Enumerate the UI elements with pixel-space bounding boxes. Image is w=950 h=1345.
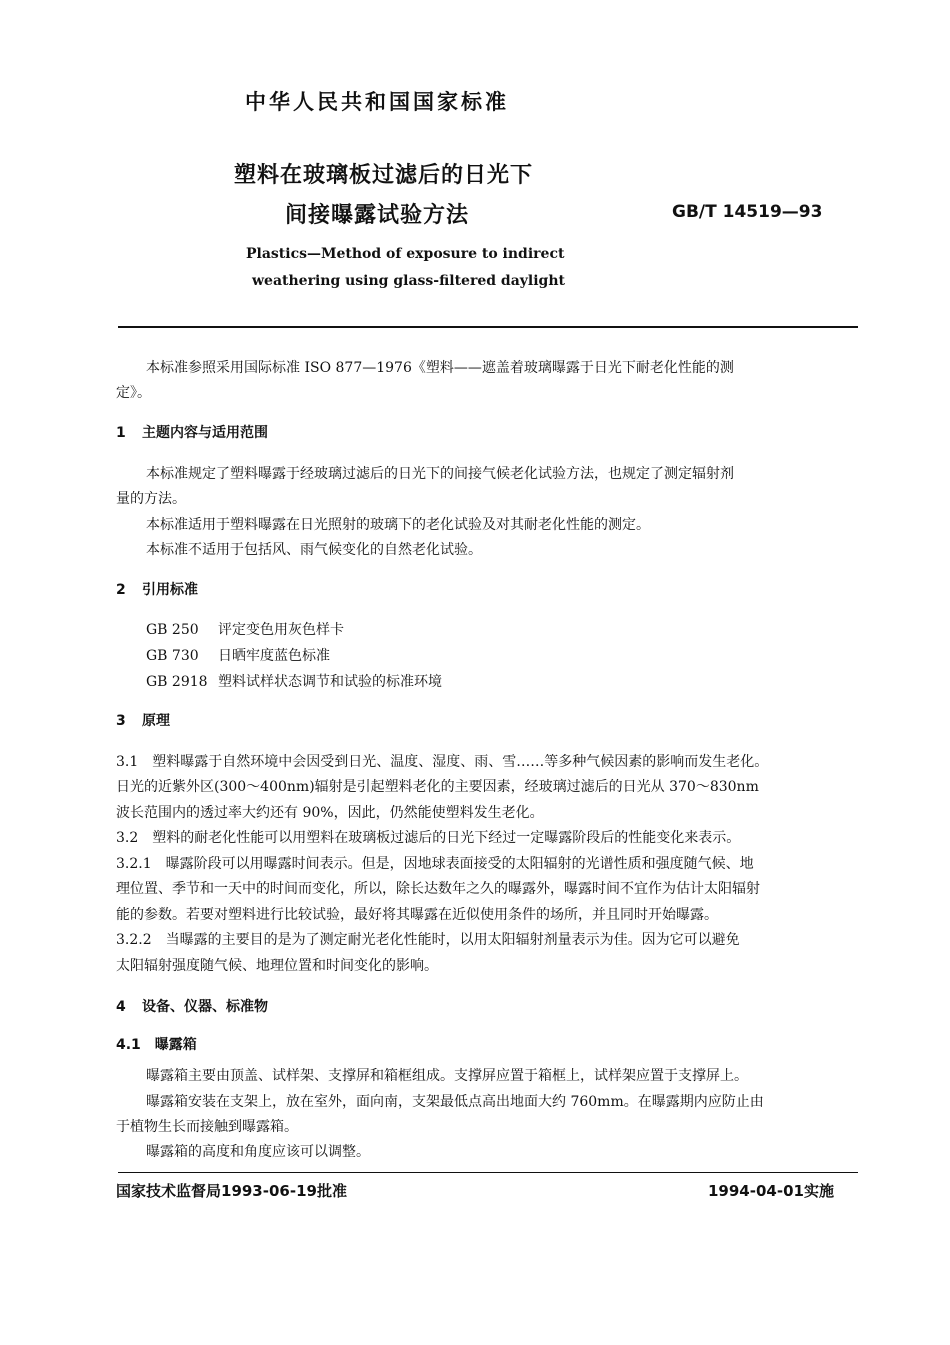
standard-number: GB/T 14519—93: [672, 202, 823, 222]
ref-name: 日晒牢度蓝色标准: [218, 648, 330, 664]
s322-line2: 太阳辐射强度随气候、地理位置和时间变化的影响。: [116, 958, 438, 974]
section3-title: 原理: [142, 713, 170, 729]
section4-p1: 曝露箱主要由顶盖、试样架、支撑屏和箱框组成。支撑屏应置于箱框上，试样架应置于支撑屏上。: [146, 1068, 748, 1084]
ref-code: GB 730: [146, 648, 199, 664]
section2-heading: [116, 579, 198, 599]
implementation-date: 1994-04-01实施: [708, 1182, 834, 1200]
s322-line1: 3.2.2 当曝露的主要目的是为了测定耐光老化性能时，以用太阳辐射剂量表示为佳。因为它可以避免: [116, 932, 740, 948]
section1-p2: 本标准适用于塑料曝露在日光照射的玻璃下的老化试验及对其耐老化性能的测定。: [146, 517, 650, 533]
ref-code: GB 250: [146, 622, 199, 638]
ref-item: [146, 671, 442, 691]
section4-number: 4: [116, 999, 126, 1015]
section1-p3: 本标准不适用于包括风、雨气候变化的自然老化试验。: [146, 542, 482, 558]
section1-p1-line2: 量的方法。: [116, 491, 186, 507]
section4-p2-line2: 于植物生长而接触到曝露箱。: [116, 1119, 298, 1135]
ref-code: GB 2918: [146, 674, 208, 690]
title-en-line2: weathering using glass-filtered daylight: [252, 273, 565, 289]
intro-line1: 本标准参照采用国际标准 ISO 877—1976《塑料——遮盖着玻璃曝露于日光下耐老化性能的测: [146, 360, 734, 376]
s321-line1: 3.2.1 曝露阶段可以用曝露时间表示。但是，因地球表面接受的太阳辐射的光谱性质和强度随气候、地: [116, 856, 754, 872]
s31-line3: 波长范围内的透过率大约还有 90%，因此，仍然能使塑料发生老化。: [116, 805, 544, 821]
section4-heading: [116, 996, 268, 1016]
section2-title: 引用标准: [142, 582, 198, 598]
ref-item: [146, 619, 344, 639]
footer-divider: [118, 1172, 858, 1173]
section1-heading: [116, 422, 268, 442]
approval-date: 国家技术监督局1993-06-19批准: [116, 1182, 347, 1200]
title-cn-line2: 间接曝露试验方法: [285, 203, 470, 228]
section3-heading: [116, 710, 170, 730]
section2-number: 2: [116, 582, 126, 598]
s41-heading: 4.1 曝露箱: [116, 1037, 197, 1053]
ref-name: 塑料试样状态调节和试验的标准环境: [218, 674, 442, 690]
s32-line: 3.2 塑料的耐老化性能可以用塑料在玻璃板过滤后的日光下经过一定曝露阶段后的性能变化来表示。: [116, 830, 741, 846]
ref-name: 评定变色用灰色样卡: [218, 622, 344, 638]
section1-title: 主题内容与适用范围: [142, 425, 268, 441]
header-divider: [118, 326, 858, 328]
section4-p2-line1: 曝露箱安装在支架上，放在室外，面向南，支架最低点高出地面大约 760mm。在曝露期内应防止由: [146, 1094, 764, 1110]
section4-p3: 曝露箱的高度和角度应该可以调整。: [146, 1144, 370, 1160]
section1-number: 1: [116, 425, 126, 441]
title-en-line1: Plastics—Method of exposure to indirect: [246, 246, 565, 262]
s31-line1: 3.1 塑料曝露于自然环境中会因受到日光、温度、湿度、雨、雪……等多种气候因素的影响而发生老化。: [116, 754, 769, 770]
section4-title: 设备、仪器、标准物: [142, 999, 268, 1015]
section3-number: 3: [116, 713, 126, 729]
title-cn-line1: 塑料在玻璃板过滤后的日光下: [234, 163, 534, 188]
s31-line2: 日光的近紫外区(300～400nm)辐射是引起塑料老化的主要因素，经玻璃过滤后的日光从 370～830nm: [116, 779, 759, 795]
s321-line3: 能的参数。若要对塑料进行比较试验，最好将其曝露在近似使用条件的场所，并且同时开始曝露。: [116, 907, 718, 923]
intro-line2: 定》。: [116, 385, 151, 401]
national-standard-heading: 中华人民共和国国家标准: [245, 90, 509, 114]
ref-item: [146, 645, 330, 665]
section1-p1-line1: 本标准规定了塑料曝露于经玻璃过滤后的日光下的间接气候老化试验方法，也规定了测定辐射剂: [146, 466, 734, 482]
s321-line2: 理位置、季节和一天中的时间而变化，所以，除长达数年之久的曝露外，曝露时间不宜作为估计太阳辐射: [116, 881, 760, 897]
